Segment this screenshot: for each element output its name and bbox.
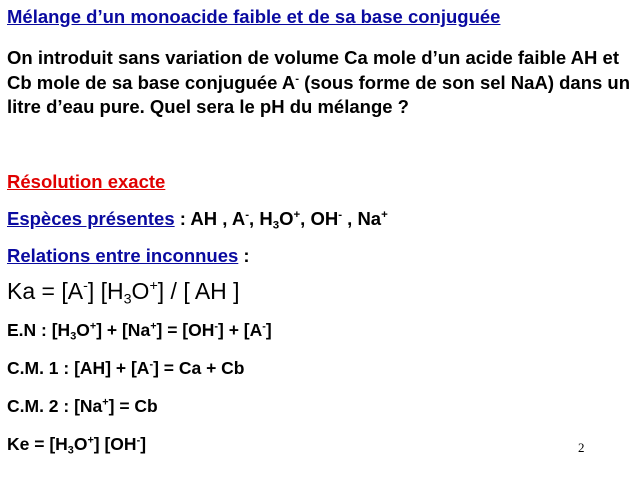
ke-text: O xyxy=(73,434,88,454)
en-text: O xyxy=(76,320,90,340)
intro-text-1: On introduit sans variation de volume Ca mole d’un acide faible AH et Cb mole de sa base conjuguée A xyxy=(7,47,619,93)
en-text: ] + [A xyxy=(218,320,263,340)
cm1-sup: - xyxy=(149,358,154,371)
especes-text: : AH , A xyxy=(174,208,246,229)
especes-text: O xyxy=(279,208,294,229)
especes-sup: - xyxy=(245,208,250,221)
water-ionic-product xyxy=(7,434,146,455)
ka-equation xyxy=(7,278,240,308)
especes-text: , OH xyxy=(300,208,339,229)
cm2-text: C.M. 2 : [Na xyxy=(7,396,103,416)
ka-sub: 3 xyxy=(123,291,132,308)
cm2-sup: + xyxy=(102,396,109,409)
ke-sup: - xyxy=(136,434,141,447)
en-text: ] xyxy=(265,320,272,340)
page-number: 2 xyxy=(578,440,585,455)
ke-text: Ke = [H xyxy=(7,434,68,454)
ke-text: ] xyxy=(140,434,147,454)
cm1-text: ] = Ca + Cb xyxy=(153,358,245,378)
cm2-text: ] = Cb xyxy=(108,396,158,416)
en-sub: 3 xyxy=(70,330,77,343)
especes-sup: + xyxy=(293,208,301,221)
en-sup: - xyxy=(214,320,219,333)
ka-text: O xyxy=(131,278,150,304)
ke-text: ] [OH xyxy=(93,434,137,454)
en-sup: + xyxy=(89,320,97,333)
intro-text-2: (sous forme de son sel NaA) dans un litre d’eau pure. Quel sera le pH du mélange ? xyxy=(7,71,631,117)
mass-conservation-1 xyxy=(7,358,244,379)
slide-title: Mélange d’un monoacide faible et de sa base conjuguée xyxy=(7,6,501,27)
intro-anion-charge: - xyxy=(295,72,300,85)
especes-label: Espèces présentes xyxy=(7,208,175,229)
en-text: E.N : [H xyxy=(7,320,71,340)
electroneutrality-equation xyxy=(7,320,272,341)
en-sup: + xyxy=(150,320,157,333)
ka-text: ] / [ AH ] xyxy=(157,278,240,304)
en-text: ] + [Na xyxy=(96,320,151,340)
especes-text: , Na xyxy=(342,208,382,229)
intro-paragraph xyxy=(7,46,635,120)
especes-sub: 3 xyxy=(272,219,280,232)
relations-colon: : xyxy=(238,245,250,266)
ka-text: ] [H xyxy=(87,278,124,304)
ka-text: Ka = [A xyxy=(7,278,84,304)
especes-text: , H xyxy=(249,208,273,229)
ke-sup: + xyxy=(87,434,94,447)
en-text: ] = [OH xyxy=(156,320,215,340)
ka-sup: - xyxy=(83,278,88,295)
especes-sup: + xyxy=(381,208,388,221)
cm1-text: C.M. 1 : [AH] + [A xyxy=(7,358,150,378)
mass-conservation-2 xyxy=(7,396,158,417)
relations-label: Relations entre inconnues xyxy=(7,245,239,266)
ka-sup: + xyxy=(149,278,158,295)
en-sup: - xyxy=(262,320,266,333)
ke-sub: 3 xyxy=(67,444,74,457)
especes-sup: - xyxy=(338,208,343,221)
especes-line xyxy=(7,208,388,230)
resolution-heading: Résolution exacte xyxy=(7,171,166,192)
relations-line xyxy=(7,245,250,267)
